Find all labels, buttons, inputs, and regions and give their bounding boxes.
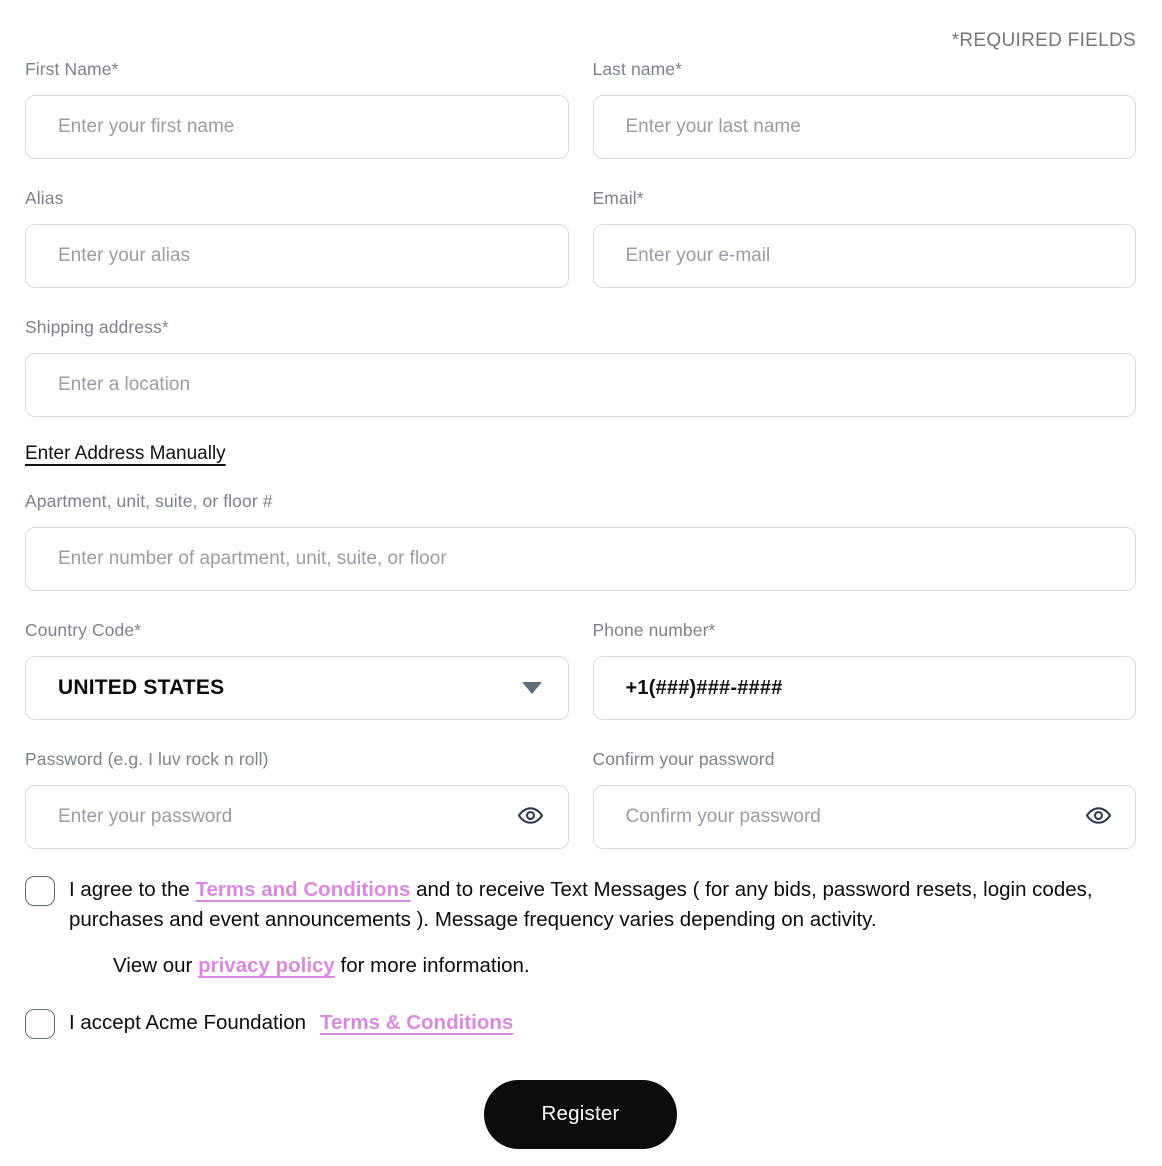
apartment-input[interactable] — [25, 527, 1136, 591]
confirm-password-field-group — [593, 749, 1137, 849]
alias-field-group — [25, 188, 569, 288]
acme-terms-checkbox[interactable] — [25, 1009, 55, 1039]
register-button[interactable]: Register — [484, 1080, 678, 1149]
email-field-group — [593, 188, 1137, 288]
terms-and-conditions-link[interactable]: Terms and Conditions — [195, 878, 411, 901]
confirm-password-label: Confirm your password — [592, 749, 775, 769]
phone-field-group — [593, 620, 1137, 720]
first-name-field-group — [25, 59, 569, 159]
password-label: Password (e.g. I luv rock n roll) — [25, 749, 269, 769]
show-confirm-password-button[interactable] — [1083, 802, 1113, 832]
country-code-value: UNITED STATES — [58, 676, 225, 699]
privacy-policy-line — [113, 951, 1114, 981]
email-label: Email* — [592, 188, 644, 208]
acme-text-prefix: I accept Acme Foundation — [69, 1011, 307, 1035]
required-fields-note: *REQUIRED FIELDS — [951, 30, 1136, 51]
acme-agreement-text — [69, 1008, 513, 1038]
terms-text-prefix: I agree to the — [69, 878, 196, 901]
first-name-input[interactable] — [25, 95, 569, 159]
apartment-field-group — [25, 491, 1136, 591]
show-password-button[interactable] — [516, 802, 546, 832]
country-code-label: Country Code* — [25, 620, 142, 640]
privacy-text-prefix: View our — [113, 954, 199, 977]
last-name-field-group — [593, 59, 1137, 159]
acme-agreement-row — [25, 1008, 1136, 1039]
acme-terms-and-conditions-link[interactable]: Terms & Conditions — [320, 1011, 514, 1035]
privacy-policy-link[interactable]: privacy policy — [198, 954, 335, 977]
shipping-address-field-group — [25, 317, 1136, 417]
shipping-address-label: Shipping address* — [25, 317, 169, 337]
eye-icon — [517, 802, 544, 832]
alias-input[interactable] — [25, 224, 569, 288]
terms-agreement-text-block — [69, 875, 1114, 981]
terms-agreement-row — [25, 875, 1136, 981]
last-name-label: Last name* — [592, 59, 683, 79]
alias-label: Alias — [25, 188, 64, 208]
password-input-wrap — [25, 785, 569, 849]
privacy-text-suffix: for more information. — [334, 954, 530, 977]
password-field-group — [25, 749, 569, 849]
chevron-down-icon — [522, 682, 542, 694]
terms-agreement-text — [69, 875, 1114, 934]
password-input[interactable] — [26, 786, 516, 848]
register-button-row — [25, 1080, 1136, 1149]
confirm-password-input-wrap — [593, 785, 1137, 849]
last-name-input[interactable] — [593, 95, 1137, 159]
confirm-password-input[interactable] — [594, 786, 1084, 848]
shipping-address-input[interactable] — [25, 353, 1136, 417]
phone-input[interactable] — [593, 656, 1137, 720]
terms-checkbox[interactable] — [25, 876, 55, 906]
enter-address-manually-link[interactable]: Enter Address Manually — [25, 443, 226, 464]
country-code-select[interactable] — [25, 656, 569, 720]
first-name-label: First Name* — [25, 59, 119, 79]
eye-icon — [1085, 802, 1112, 832]
country-code-field-group — [25, 620, 569, 720]
terms-text-suffix: and to receive Text Messages ( for any bids, password resets, login codes, purchases and event announcements ). Message frequency varies depending on activity. — [69, 878, 1093, 931]
email-input[interactable] — [593, 224, 1137, 288]
phone-label: Phone number* — [592, 620, 716, 640]
apartment-label: Apartment, unit, suite, or floor # — [25, 491, 273, 511]
